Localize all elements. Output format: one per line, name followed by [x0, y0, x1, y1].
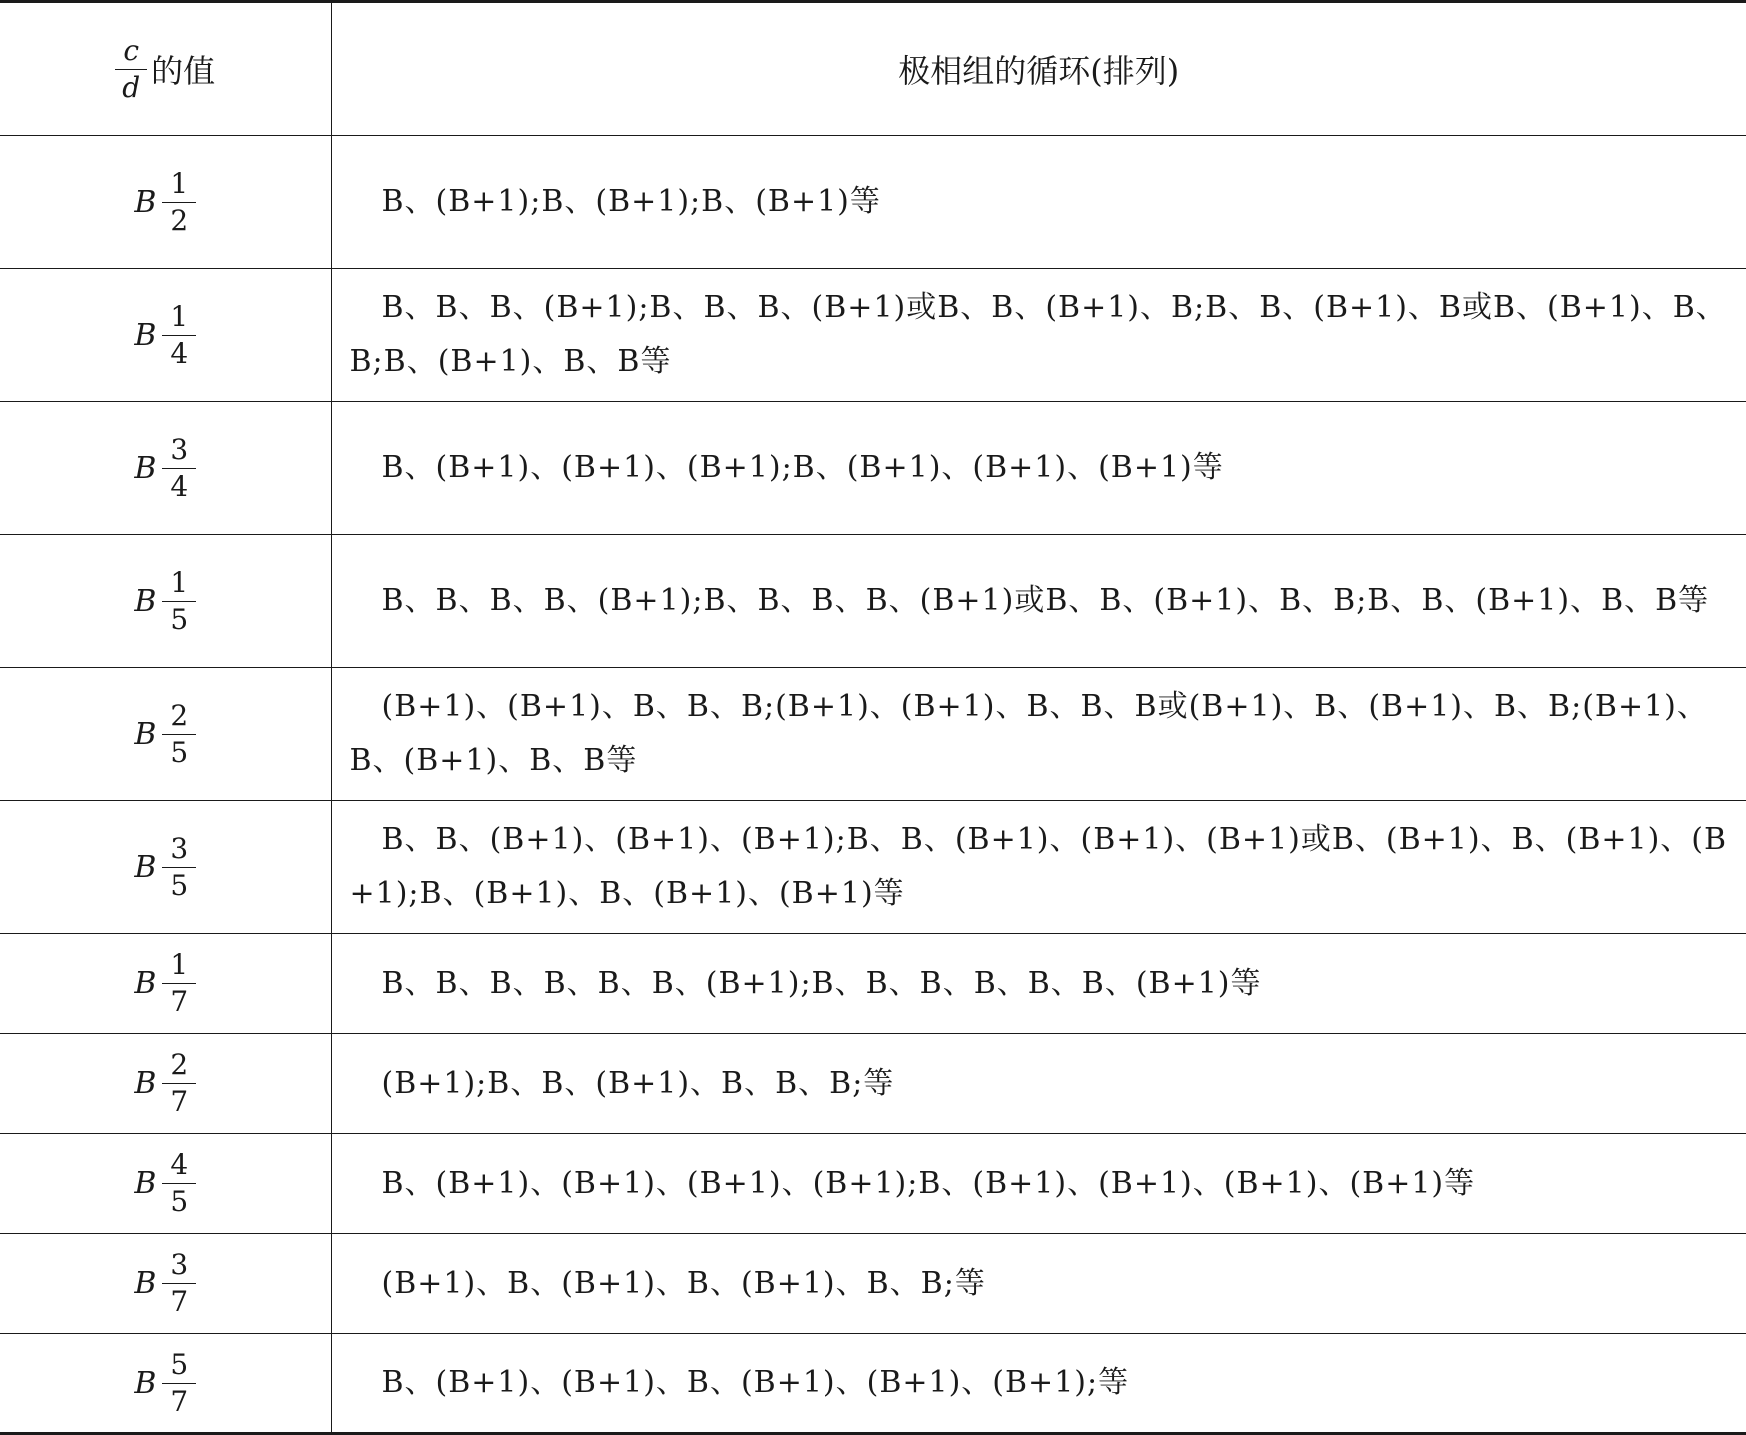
table-row: [0, 1134, 1746, 1234]
key-fraction: $\frac{1}{4}$: [162, 303, 196, 368]
row-key: [0, 934, 331, 1034]
row-key: [0, 1234, 331, 1334]
key-letter: B: [134, 184, 157, 220]
key-fraction: $\frac{3}{4}$: [162, 436, 196, 501]
row-key: [0, 402, 331, 535]
row-sequence: (B+1)、(B+1)、B、B、B;(B+1)、(B+1)、B、B、B或(B+1)、B、(B+1)、B、B;(B+1)、B、(B+1)、B、B等: [331, 668, 1746, 801]
table-row: [0, 668, 1746, 801]
row-key: [0, 136, 331, 269]
key-letter: B: [134, 317, 157, 353]
table-row: [0, 934, 1746, 1034]
row-sequence: B、B、B、B、(B+1);B、B、B、B、(B+1)或B、B、(B+1)、B、B;B、B、(B+1)、B、B等: [331, 535, 1746, 668]
row-sequence: B、(B+1)、(B+1)、(B+1);B、(B+1)、(B+1)、(B+1)等: [331, 402, 1746, 535]
row-key: [0, 801, 331, 934]
table-row: [0, 136, 1746, 269]
table-row: [0, 402, 1746, 535]
header-fraction-denominator: d: [122, 70, 141, 104]
key-letter: B: [134, 966, 157, 1001]
key-fraction: $\frac{2}{7}$: [162, 1051, 196, 1116]
table-row: [0, 801, 1746, 934]
key-letter: B: [134, 1166, 157, 1201]
row-key: [0, 269, 331, 402]
key-letter: B: [134, 450, 157, 486]
table-row: [0, 269, 1746, 402]
key-letter: B: [134, 583, 157, 619]
row-key: [0, 1134, 331, 1234]
table-row: [0, 535, 1746, 668]
key-fraction: $\frac{3}{5}$: [162, 835, 196, 900]
row-sequence: B、B、(B+1)、(B+1)、(B+1);B、B、(B+1)、(B+1)、(B+1)或B、(B+1)、B、(B+1)、(B+1);B、(B+1)、B、(B+1)、(B+1)等: [331, 801, 1746, 934]
header-cycle-title: 极相组的循环(排列): [331, 2, 1746, 136]
header-cd-value: [0, 2, 331, 136]
header-fraction-numerator: c: [115, 37, 147, 70]
key-letter: B: [134, 1266, 157, 1301]
row-sequence: B、B、B、B、B、B、(B+1);B、B、B、B、B、B、(B+1)等: [331, 934, 1746, 1034]
key-fraction: $\frac{3}{7}$: [162, 1251, 196, 1316]
row-key: [0, 1034, 331, 1134]
row-sequence: (B+1)、B、(B+1)、B、(B+1)、B、B;等: [331, 1234, 1746, 1334]
key-fraction: $\frac{5}{7}$: [162, 1351, 196, 1416]
key-letter: B: [134, 1066, 157, 1101]
table-row: [0, 1034, 1746, 1134]
key-fraction: $\frac{2}{5}$: [162, 702, 196, 767]
row-sequence: (B+1);B、B、(B+1)、B、B、B;等: [331, 1034, 1746, 1134]
key-fraction: $\frac{1}{7}$: [162, 951, 196, 1016]
table-row: [0, 1234, 1746, 1334]
table-row: [0, 1334, 1746, 1434]
row-sequence: B、(B+1)、(B+1)、B、(B+1)、(B+1)、(B+1);等: [381, 1365, 1130, 1400]
key-fraction: $\frac{1}{5}$: [162, 569, 196, 634]
key-fraction: $\frac{1}{2}$: [162, 170, 196, 235]
header-fraction: [115, 33, 147, 104]
header-suffix: 的值: [151, 52, 216, 90]
row-key: [0, 668, 331, 801]
row-sequence: B、B、B、(B+1);B、B、B、(B+1)或B、B、(B+1)、B;B、B、(B+1)、B或B、(B+1)、B、B;B、(B+1)、B、B等: [331, 269, 1746, 402]
row-sequence: B、(B+1);B、(B+1);B、(B+1)等: [331, 136, 1746, 269]
key-letter: B: [134, 716, 157, 752]
key-fraction: $\frac{4}{5}$: [162, 1151, 196, 1216]
row-sequence: B、(B+1)、(B+1)、(B+1)、(B+1);B、(B+1)、(B+1)、(B+1)、(B+1)等: [331, 1134, 1746, 1234]
row-key: [0, 1334, 331, 1434]
key-letter: B: [134, 849, 157, 885]
header-row: [0, 2, 1746, 136]
row-key: [0, 535, 331, 668]
key-letter: B: [134, 1365, 157, 1401]
